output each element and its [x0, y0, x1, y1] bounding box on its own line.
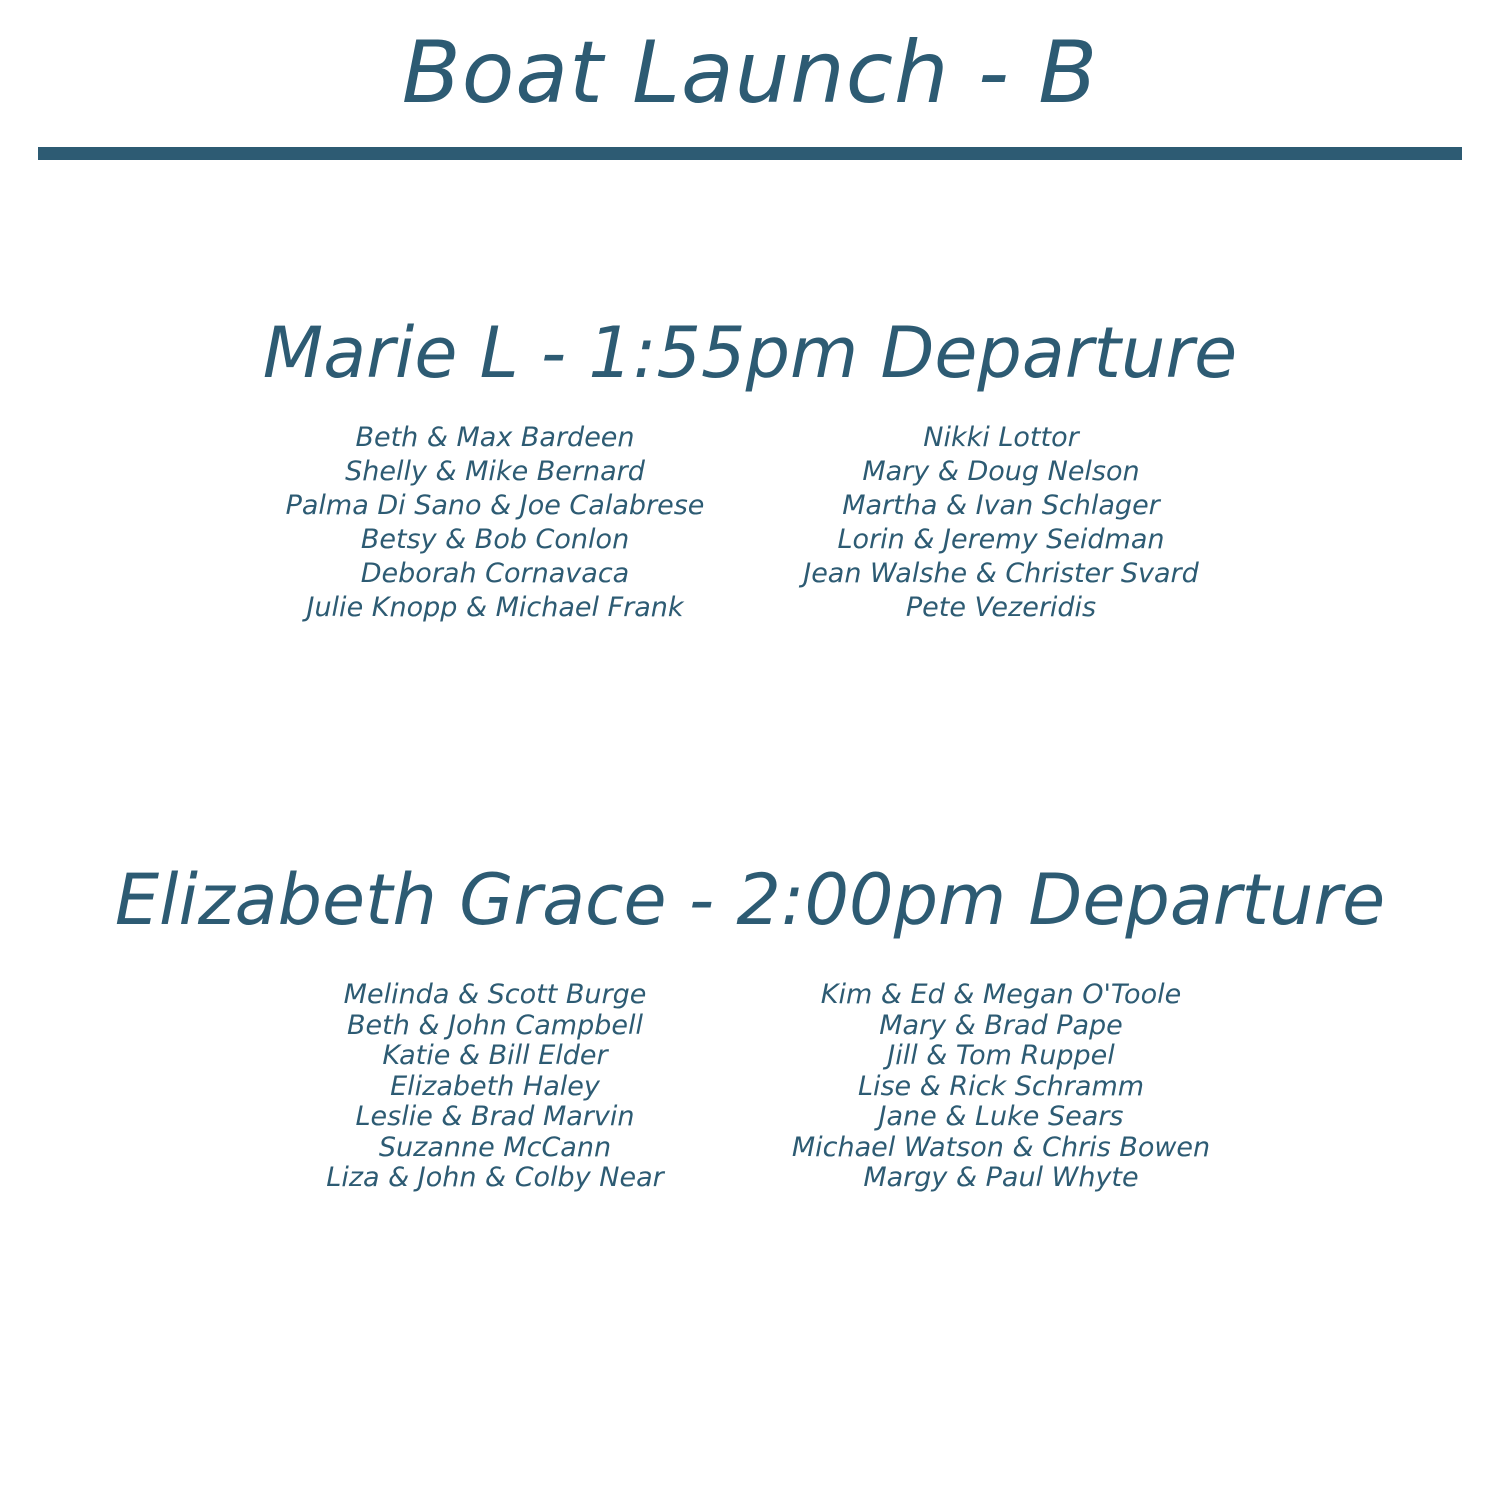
boat-heading-elizabeth-grace: Elizabeth Grace - 2:00pm Departure: [114, 859, 1386, 941]
passenger-name: Mary & Brad Pape: [879, 1009, 1123, 1041]
passenger-name: Pete Vezeridis: [905, 592, 1097, 623]
passenger-name: Mary & Doug Nelson: [862, 456, 1140, 487]
passenger-name: Jane & Luke Sears: [878, 1101, 1124, 1132]
boat-heading-marie-l: Marie L - 1:55pm Departure: [262, 312, 1238, 394]
passenger-name: Michael Watson & Chris Bowen: [791, 1131, 1211, 1163]
passenger-name: Elizabeth Haley: [390, 1070, 600, 1102]
passenger-name: Beth & Max Bardeen: [355, 422, 635, 453]
passenger-list-left: [235, 421, 755, 625]
passenger-list-right: [741, 980, 1261, 1194]
passenger-name: Martha & Ivan Schlager: [842, 490, 1160, 521]
passenger-list-right: [741, 421, 1261, 625]
passenger-name: Nikki Lottor: [923, 422, 1079, 453]
passenger-name: Betsy & Bob Conlon: [360, 524, 630, 555]
passenger-list-left: [235, 980, 755, 1194]
passenger-name: Melinda & Scott Burge: [343, 979, 647, 1010]
passenger-name: Lise & Rick Schramm: [857, 1070, 1145, 1102]
title-divider: [38, 147, 1462, 160]
passenger-name: Shelly & Mike Bernard: [345, 456, 645, 487]
passenger-name: Katie & Bill Elder: [382, 1040, 608, 1071]
passenger-name: Lorin & Jeremy Seidman: [837, 524, 1165, 555]
passenger-name: Deborah Cornavaca: [360, 558, 630, 589]
passenger-name: Jill & Tom Ruppel: [887, 1040, 1115, 1071]
passenger-name: Palma Di Sano & Joe Calabrese: [285, 490, 705, 521]
passenger-name: Margy & Paul Whyte: [863, 1162, 1139, 1193]
passenger-name: Liza & John & Colby Near: [326, 1162, 664, 1193]
passenger-name: Kim & Ed & Megan O'Toole: [820, 979, 1182, 1010]
page-title: Boat Launch - B: [401, 23, 1099, 123]
passenger-name: Leslie & Brad Marvin: [355, 1101, 635, 1132]
passenger-name: Beth & John Campbell: [347, 1009, 643, 1041]
passenger-name: Suzanne McCann: [378, 1131, 612, 1163]
passenger-name: Julie Knopp & Michael Frank: [306, 592, 684, 623]
passenger-name: Jean Walshe & Christer Svard: [803, 558, 1199, 589]
